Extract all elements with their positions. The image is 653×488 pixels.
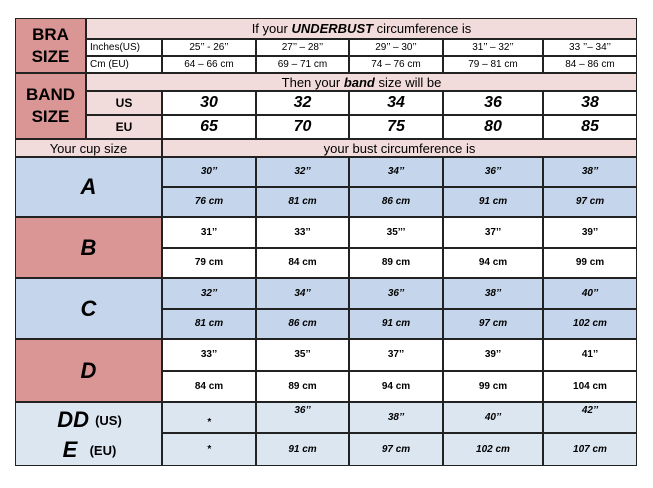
- cup-a-cm: 86 cm: [349, 187, 443, 217]
- cup-b-inches: 39’’: [543, 217, 637, 248]
- underbust-inches-cell: 33 ’’– 34’’: [543, 39, 637, 56]
- cup-b-cm: 94 cm: [443, 248, 543, 278]
- cup-b-cm: 99 cm: [543, 248, 637, 278]
- cup-label-a: A: [15, 157, 162, 217]
- underbust-header-prefix: If your: [251, 21, 292, 36]
- underbust-header-emphasis: UNDERBUST: [291, 21, 374, 36]
- band-header-emphasis: band: [343, 74, 375, 90]
- cup-label-dd-text: DD: [57, 407, 89, 432]
- cup-a-cm: 81 cm: [256, 187, 349, 217]
- band-eu-cell: 85: [543, 115, 637, 139]
- underbust-inches-cell: 27’’ – 28’’: [256, 39, 349, 56]
- cup-label-c: C: [15, 278, 162, 339]
- bra-size-label: [15, 18, 86, 73]
- cup-b-cm: 89 cm: [349, 248, 443, 278]
- cup-dd-cm: 91 cm: [256, 433, 349, 466]
- cup-label-e-region: (EU): [89, 442, 117, 458]
- underbust-header-suffix: circumference is: [373, 21, 472, 36]
- cup-c-inches: 32’’: [162, 278, 256, 309]
- cup-dd-cm: 102 cm: [443, 433, 543, 466]
- cup-label-e-text: E: [62, 437, 78, 462]
- cup-dd-inches: 40’’: [443, 402, 543, 433]
- cup-size-header: Your cup size: [15, 139, 162, 157]
- cup-dd-inches: 42’’: [543, 402, 637, 433]
- cup-d-inches: 37’’: [349, 339, 443, 371]
- cup-d-inches: 39’’: [443, 339, 543, 371]
- underbust-cm-cell: 79 – 81 cm: [443, 56, 543, 73]
- bra-size-label-line2: SIZE: [31, 46, 70, 66]
- cup-d-cm: 89 cm: [256, 371, 349, 402]
- cup-label-dd-e: [15, 402, 162, 466]
- cup-a-cm: 91 cm: [443, 187, 543, 217]
- cup-c-inches: 34’’: [256, 278, 349, 309]
- band-eu-cell: 65: [162, 115, 256, 139]
- band-header: [86, 73, 637, 91]
- cup-a-inches: 34’’: [349, 157, 443, 187]
- unit-label-cm-eu: Cm (EU): [86, 56, 162, 73]
- cup-label-dd: [16, 407, 162, 433]
- cup-b-cm: 84 cm: [256, 248, 349, 278]
- underbust-header: [86, 18, 637, 39]
- cup-dd-cm: 107 cm: [543, 433, 637, 466]
- band-size-label: [15, 73, 86, 139]
- cup-b-cm: 79 cm: [162, 248, 256, 278]
- cup-dd-cm: 97 cm: [349, 433, 443, 466]
- band-size-label-line2: SIZE: [31, 107, 70, 126]
- bra-size-label-line1: BRA: [32, 24, 69, 44]
- band-eu-cell: 70: [256, 115, 349, 139]
- underbust-cm-cell: 84 – 86 cm: [543, 56, 637, 73]
- cup-dd-inches: 36’’: [256, 402, 349, 433]
- cup-a-inches: 38’’: [543, 157, 637, 187]
- cup-b-inches: 35’’’: [349, 217, 443, 248]
- cup-a-inches: 30’’: [162, 157, 256, 187]
- cup-b-inches: 31’’: [162, 217, 256, 248]
- cup-d-cm: 104 cm: [543, 371, 637, 402]
- cup-dd-cm: *: [162, 433, 256, 466]
- cup-d-cm: 99 cm: [443, 371, 543, 402]
- cup-label-dd-region: (US): [95, 412, 122, 428]
- cup-c-cm: 91 cm: [349, 309, 443, 339]
- cup-d-inches: 35’’: [256, 339, 349, 371]
- unit-label-inches-us: Inches(US): [86, 39, 162, 56]
- band-us-cell: 34: [349, 91, 443, 115]
- cup-d-cm: 84 cm: [162, 371, 256, 402]
- cup-label-b: B: [15, 217, 162, 278]
- band-header-suffix: size will be: [374, 74, 442, 90]
- underbust-cm-cell: 64 – 66 cm: [162, 56, 256, 73]
- cup-c-inches: 38’’: [443, 278, 543, 309]
- unit-label-us: US: [86, 91, 162, 115]
- cup-a-cm: 97 cm: [543, 187, 637, 217]
- band-size-label-line1: BAND: [25, 85, 76, 104]
- cup-c-cm: 97 cm: [443, 309, 543, 339]
- cup-a-cm: 76 cm: [162, 187, 256, 217]
- cup-label-e: [16, 437, 162, 463]
- cup-c-inches: 40’’: [543, 278, 637, 309]
- cup-c-cm: 81 cm: [162, 309, 256, 339]
- cup-a-inches: 32’’: [256, 157, 349, 187]
- cup-d-cm: 94 cm: [349, 371, 443, 402]
- cup-b-inches: 37’’: [443, 217, 543, 248]
- band-us-cell: 38: [543, 91, 637, 115]
- band-header-prefix: Then your: [281, 74, 344, 90]
- band-us-cell: 30: [162, 91, 256, 115]
- underbust-cm-cell: 69 – 71 cm: [256, 56, 349, 73]
- cup-c-inches: 36’’: [349, 278, 443, 309]
- unit-label-eu: EU: [86, 115, 162, 139]
- cup-dd-inches: 38’’: [349, 402, 443, 433]
- cup-d-inches: 33’’: [162, 339, 256, 371]
- cup-a-inches: 36’’: [443, 157, 543, 187]
- underbust-inches-cell: 29’’ – 30’’: [349, 39, 443, 56]
- bust-circumference-header: your bust circumference is: [162, 139, 637, 157]
- underbust-inches-cell: 31’’ – 32’’: [443, 39, 543, 56]
- band-us-cell: 36: [443, 91, 543, 115]
- underbust-cm-cell: 74 – 76 cm: [349, 56, 443, 73]
- cup-d-inches: 41’’: [543, 339, 637, 371]
- cup-b-inches: 33’’: [256, 217, 349, 248]
- band-us-cell: 32: [256, 91, 349, 115]
- cup-c-cm: 86 cm: [256, 309, 349, 339]
- underbust-inches-cell: 25’’ - 26’’: [162, 39, 256, 56]
- band-eu-cell: 80: [443, 115, 543, 139]
- cup-label-d: D: [15, 339, 162, 402]
- cup-c-cm: 102 cm: [543, 309, 637, 339]
- cup-dd-inches: *: [162, 402, 256, 433]
- band-eu-cell: 75: [349, 115, 443, 139]
